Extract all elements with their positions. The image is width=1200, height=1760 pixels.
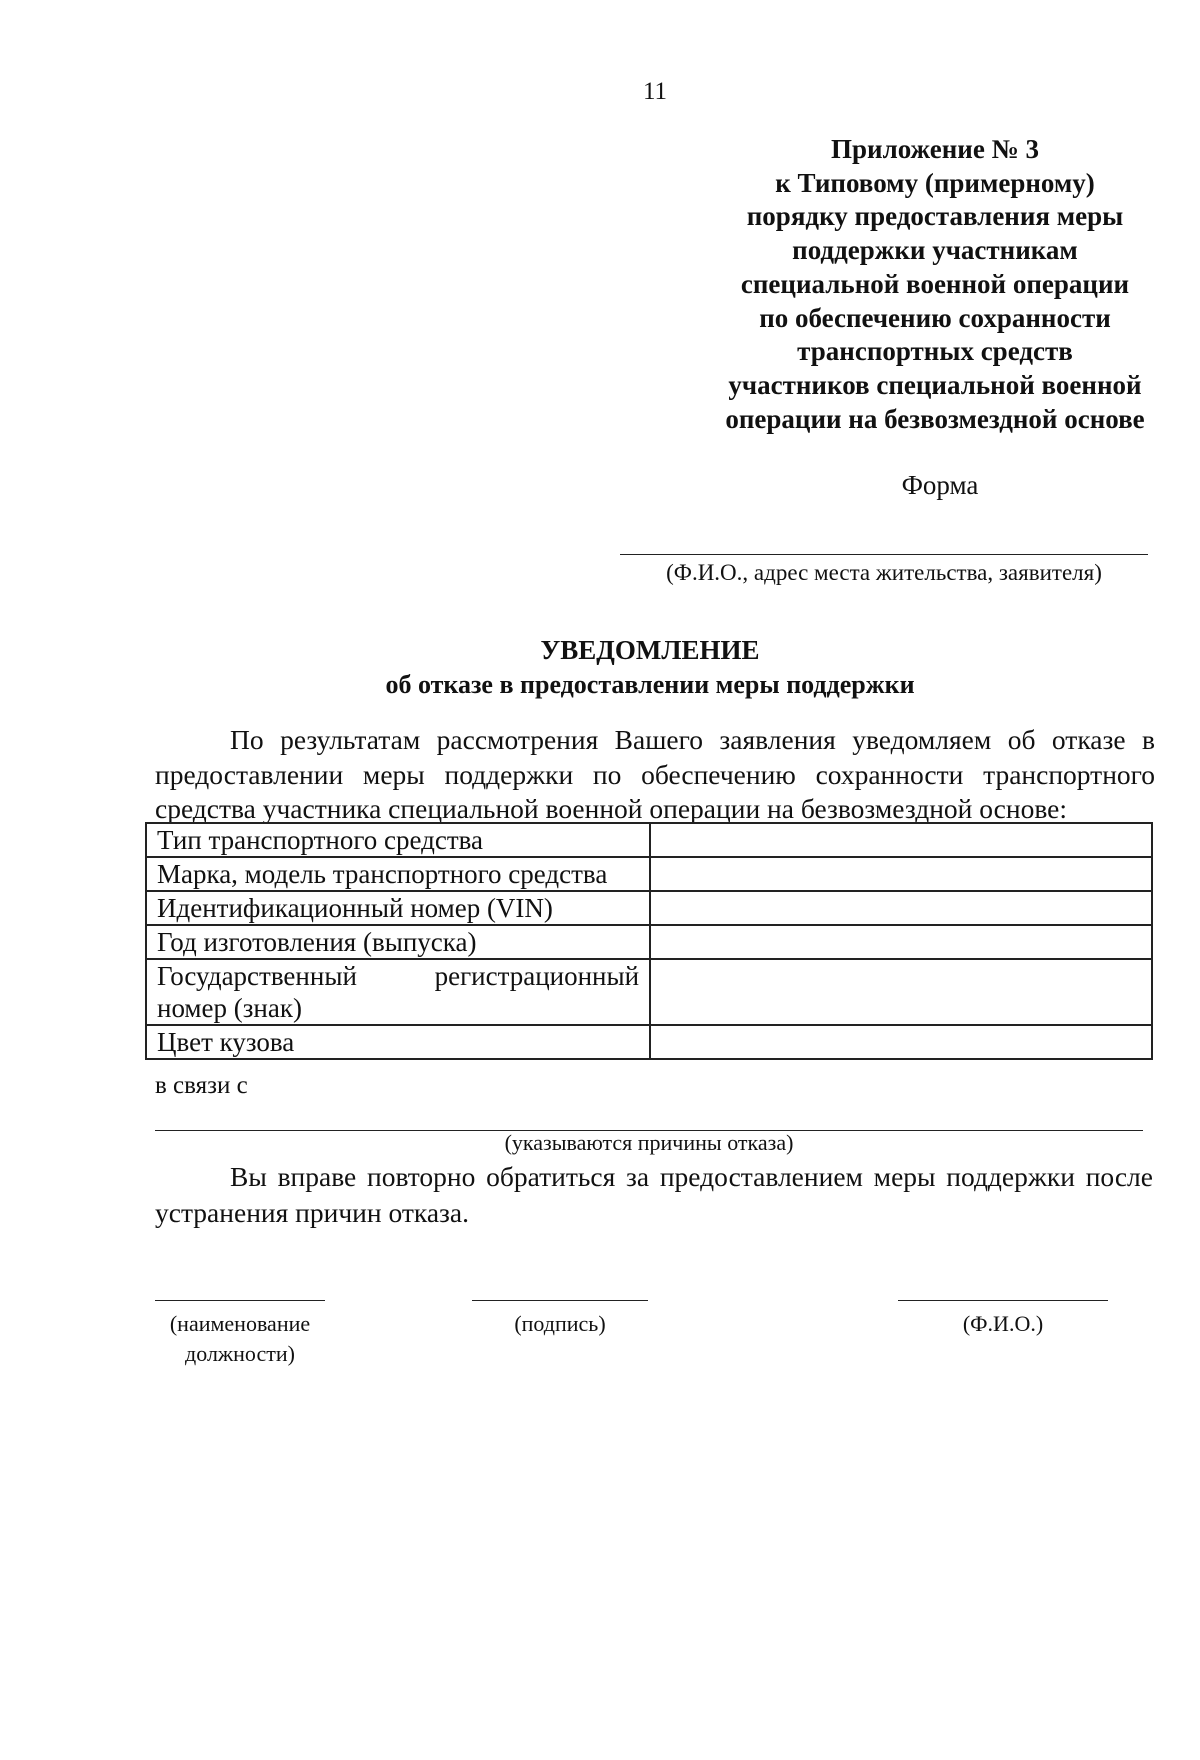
- row-label: Марка, модель транспортного средства: [146, 857, 650, 891]
- annex-line: к Типовому (примерному): [775, 167, 1095, 198]
- signature-position: [155, 1300, 325, 1369]
- annex-heading: [690, 133, 1180, 436]
- annex-line: поддержки участникам: [792, 235, 1078, 266]
- signature-sign: [472, 1300, 648, 1339]
- row-label: Год изготовления (выпуска): [146, 925, 650, 959]
- annex-line: транспортных средств: [797, 336, 1073, 367]
- signature-line: [472, 1300, 648, 1301]
- row-label: Государственный регистрационный номер (знак): [146, 959, 650, 1025]
- notice-title: УВЕДОМЛЕНИЕ: [540, 635, 760, 665]
- annex-line: операции на безвозмездной основе: [725, 403, 1145, 434]
- repeat-paragraph: Вы вправе повторно обратиться за предоставлением меры поддержки после устранения причин отказа.: [155, 1161, 1153, 1228]
- signature-fio: [898, 1300, 1108, 1339]
- page-number: 11: [642, 78, 668, 105]
- signature-caption: (подпись): [514, 1311, 606, 1336]
- annex-line: участников специальной военной: [728, 369, 1142, 400]
- table-row: [146, 891, 1152, 925]
- row-label: Тип транспортного средства: [146, 823, 650, 857]
- table-row: [146, 925, 1152, 959]
- row-label: Идентификационный номер (VIN): [146, 891, 650, 925]
- applicant-caption: (Ф.И.О., адрес места жительства, заявителя): [666, 560, 1102, 585]
- reason-prefix: в связи с: [155, 1072, 248, 1099]
- table-row: [146, 823, 1152, 857]
- table-row: [146, 959, 1152, 1025]
- row-value-field: [650, 857, 1152, 891]
- row-value-field: [650, 925, 1152, 959]
- row-value-field: [650, 1025, 1152, 1059]
- fio-caption: (Ф.И.О.): [962, 1311, 1044, 1336]
- row-value-field: [650, 823, 1152, 857]
- position-caption: (наименование должности): [169, 1311, 311, 1366]
- reason-caption: (указываются причины отказа): [504, 1130, 794, 1155]
- annex-line: порядку предоставления меры: [746, 201, 1124, 232]
- signature-line: [155, 1300, 325, 1301]
- table-row: [146, 857, 1152, 891]
- vehicle-table: [145, 822, 1153, 1060]
- annex-line: по обеспечению сохранности: [759, 302, 1111, 333]
- signature-line: [898, 1300, 1108, 1301]
- row-value-field: [650, 959, 1152, 1025]
- notice-subtitle: об отказе в предоставлении меры поддержки: [385, 670, 915, 699]
- row-value-field: [650, 891, 1152, 925]
- applicant-blank-line: [620, 554, 1148, 555]
- row-label: Цвет кузова: [146, 1025, 650, 1059]
- table-row: [146, 1025, 1152, 1059]
- annex-line: Приложение № 3: [831, 134, 1039, 164]
- form-label: Форма: [901, 470, 979, 500]
- intro-paragraph: По результатам рассмотрения Вашего заявления уведомляем об отказе в предоставлении меры поддержки по обеспечению сохранности транспортного средства участника специальной военной операции на безвозмездной основе:: [155, 724, 1155, 824]
- annex-line: специальной военной операции: [740, 268, 1130, 299]
